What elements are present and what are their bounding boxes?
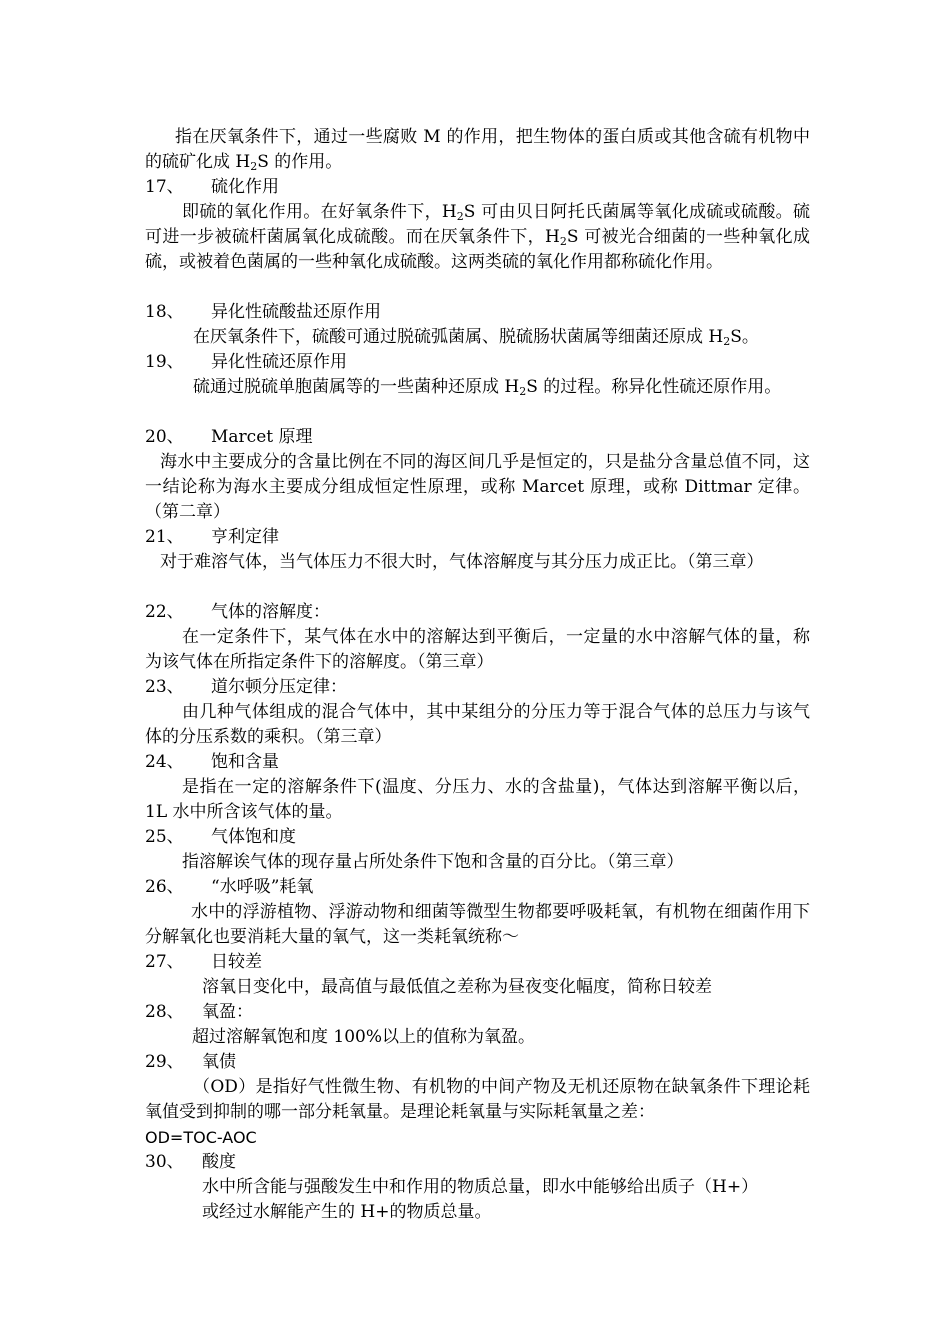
term-28-definition: 超过溶解氧饱和度 100%以上的值称为氧盈。 (192, 1027, 536, 1047)
term-30-definition-line-2: 或经过水解能产生的 H+的物质总量。 (202, 1202, 492, 1222)
term-30-definition-line-1: 水中所含能与强酸发生中和作用的物质总量，即水中能够给出质子（H+） (202, 1177, 759, 1197)
term-18-heading: 18、 异化性硫酸盐还原作用 (145, 302, 381, 322)
term-17-definition: 即硫的氧化作用。在好氧条件下，$H_2S$ 可由贝日阿托氏菌属等氧化成硫或硫酸。硫可进一步被硫杆菌属氧化成硫酸。而在厌氧条件下，$H_2S$ 可被光合细菌的一些种氧化成硫，或被着色菌属的一些种氧化成硫酸。这两类硫的氧化作用都称硫化作用。 (145, 202, 810, 272)
term-22-heading: 22、 气体的溶解度： (145, 602, 330, 622)
term-21-definition: 对于难溶气体，当气体压力不很大时，气体溶解度与其分压力成正比。（第三章） (160, 552, 764, 572)
term-30-title: 酸度 (202, 1152, 236, 1172)
term-27-title: 日较差 (211, 952, 262, 972)
term-17-title: 硫化作用 (211, 177, 279, 197)
term-22-title: 气体的溶解度： (211, 602, 330, 622)
term-22-definition: 在一定条件下，某气体在水中的溶解达到平衡后，一定量的水中溶解气体的量，称为该气体在所指定条件下的溶解度。（第三章） (145, 627, 810, 672)
term-26-definition: 水中的浮游植物、浮游动物和细菌等微型生物都要呼吸耗氧，有机物在细菌作用下分解氧化也要消耗大量的氧气，这一类耗氧统称～ (145, 902, 810, 947)
term-20-title: Marcet 原理 (211, 427, 313, 447)
intro-paragraph: 指在厌氧条件下，通过一些腐败 M 的作用，把生物体的蛋白质或其他含硫有机物中的硫矿化成 $H_2S$ 的作用。 (145, 127, 810, 173)
term-23-heading: 23、 道尔顿分压定律： (145, 677, 347, 697)
term-30-heading: 30、 酸度 (145, 1152, 236, 1172)
term-21-title: 亨利定律 (211, 527, 279, 547)
term-25-definition: 指溶解诶气体的现存量占所处条件下饱和含量的百分比。（第三章） (182, 852, 684, 872)
term-20-definition: 海水中主要成分的含量比例在不同的海区间几乎是恒定的，只是盐分含量总值不同，这一结论称为海水主要成分组成恒定性原理，或称 Marcet 原理，或称 Dittmar 定律。（第二章） (145, 452, 810, 522)
term-27-heading: 27、 日较差 (145, 952, 262, 972)
term-20-heading: 20、 Marcet 原理 (145, 427, 313, 447)
term-29-definition: （OD）是指好气性微生物、有机物的中间产物及无机还原物在缺氧条件下理论耗氧值受到抑制的哪一部分耗氧量。是理论耗氧量与实际耗氧量之差： (145, 1077, 810, 1122)
term-24-title: 饱和含量 (211, 752, 279, 772)
term-29-title: 氧债 (202, 1052, 236, 1072)
term-24-definition: 是指在一定的溶解条件下(温度、分压力、水的含盐量)，气体达到溶解平衡以后，1L 水中所含该气体的量。 (145, 777, 810, 822)
term-29-heading: 29、 氧债 (145, 1052, 236, 1072)
term-19-heading: 19、 异化性硫还原作用 (145, 352, 347, 372)
term-23-definition: 由几种气体组成的混合气体中，其中某组分的分压力等于混合气体的总压力与该气体的分压系数的乘积。（第三章） (145, 702, 810, 747)
term-27-definition: 溶氧日变化中，最高值与最低值之差称为昼夜变化幅度，简称日较差 (202, 977, 712, 997)
term-24-heading: 24、 饱和含量 (145, 752, 279, 772)
term-26-title: “水呼吸”耗氧 (211, 877, 314, 897)
term-25-title: 气体饱和度 (211, 827, 296, 847)
term-18-definition: 在厌氧条件下，硫酸可通过脱硫弧菌属、脱硫肠状菌属等细菌还原成 $H_2S$。 (193, 327, 759, 348)
term-19-definition: 硫通过脱硫单胞菌属等的一些菌种还原成 $H_2S$ 的过程。称异化性硫还原作用。 (193, 377, 782, 398)
term-19-title: 异化性硫还原作用 (211, 352, 347, 372)
term-23-title: 道尔顿分压定律： (211, 677, 347, 697)
term-26-heading: 26、 “水呼吸”耗氧 (145, 877, 314, 897)
term-17-heading: 17、 硫化作用 (145, 177, 279, 197)
term-18-title: 异化性硫酸盐还原作用 (211, 302, 381, 322)
term-28-heading: 28、 氧盈： (145, 1002, 253, 1022)
term-29-formula: OD=TOC-AOC (145, 1128, 257, 1147)
term-21-heading: 21、 亨利定律 (145, 527, 279, 547)
term-25-heading: 25、 气体饱和度 (145, 827, 296, 847)
term-28-title: 氧盈： (202, 1002, 253, 1022)
